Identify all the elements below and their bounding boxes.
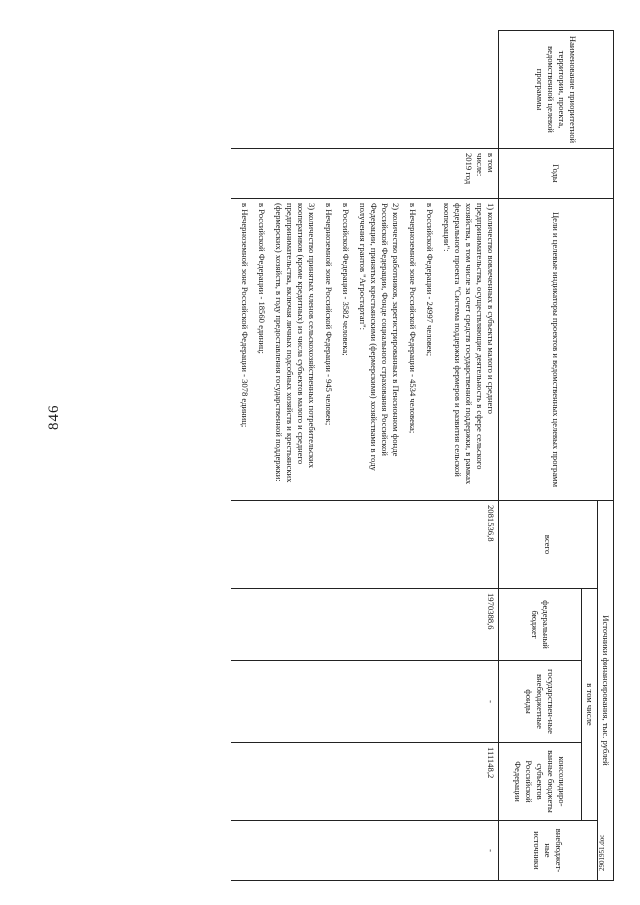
goal-item: в Нечерноземной зоне Российской Федерации - 945 человек; xyxy=(324,203,334,426)
page-number: 846 xyxy=(46,404,62,430)
cell-extra: - xyxy=(231,821,499,881)
rotated-table-container xyxy=(74,30,614,880)
goal-item: 2) количество работников, зарегистрированных в Пенсионном фонде Российской Федерации, Фонде социального страхования Российской Федерации, принятых крестьянскими (фермерскими) хозяйствами в году получения грантов "Агростартап": xyxy=(358,203,401,471)
header-extra: внебюджет-ные источники xyxy=(499,821,598,881)
cell-regional: 111148,2 xyxy=(231,743,499,821)
goal-item: 1) количество вовлеченных в субъекты малого и среднего предпринимательства, осуществляющие деятельность в сфере сельского хозяйства, в том числе за счет средств государственной поддержки, в рамках федерального проекта "Система поддержки фермеров и развития сельской кооперации": xyxy=(442,203,496,485)
goal-item: в Российской Федерации - 3582 человека; xyxy=(341,203,351,356)
row-prefix: в том числе: xyxy=(475,153,496,177)
header-state-funds: государствен-ные внебюджетные фонды xyxy=(499,661,582,743)
header-sources-group: Источники финансирования, тыс. рублей xyxy=(598,501,614,881)
cell-year xyxy=(231,149,499,199)
footer-file-code: 2901951.doc xyxy=(598,834,606,871)
row-year: 2019 год xyxy=(464,153,474,185)
goal-item: 3) количество принятых членов сельскохозяйственных потребительских кооперативов (кроме кредитных) из числа субъектов малого и среднего предпринимательства, включая личных подсобных хозяйств и крестьянских (фермерских) хозяйств, в году предоставления государственной поддержки: xyxy=(274,203,317,483)
table-row xyxy=(231,31,499,881)
financing-table xyxy=(231,30,614,881)
header-name: Наименование приоритетной территории, проекта, ведомственной целевой программы xyxy=(499,31,614,149)
header-regional: консолидиро-ванные бюджеты субъектов Российской Федерации xyxy=(499,743,582,821)
cell-name xyxy=(231,31,499,149)
cell-state-funds: - xyxy=(231,661,499,743)
header-total: всего xyxy=(499,501,598,589)
cell-total: 2081536,8 xyxy=(231,501,499,589)
header-federal: федеральный бюджет xyxy=(499,589,582,661)
cell-goals xyxy=(231,199,499,501)
header-goals: Цели и целевые индикаторы проектов и ведомственных целевых программ xyxy=(499,199,614,501)
goal-item: в Российской Федерации - 18560 единиц; xyxy=(257,203,267,354)
header-years: Годы xyxy=(499,149,614,199)
header-incl-group: в том числе xyxy=(582,589,598,821)
cell-federal: 1970388,6 xyxy=(231,589,499,661)
goal-item: в Российской Федерации - 24997 человек; xyxy=(425,203,435,357)
goal-item: в Нечерноземной зоне Российской Федерации - 3078 единиц; xyxy=(240,203,250,428)
goal-item: в Нечерноземной зоне Российской Федерации - 4534 человека; xyxy=(408,203,418,434)
